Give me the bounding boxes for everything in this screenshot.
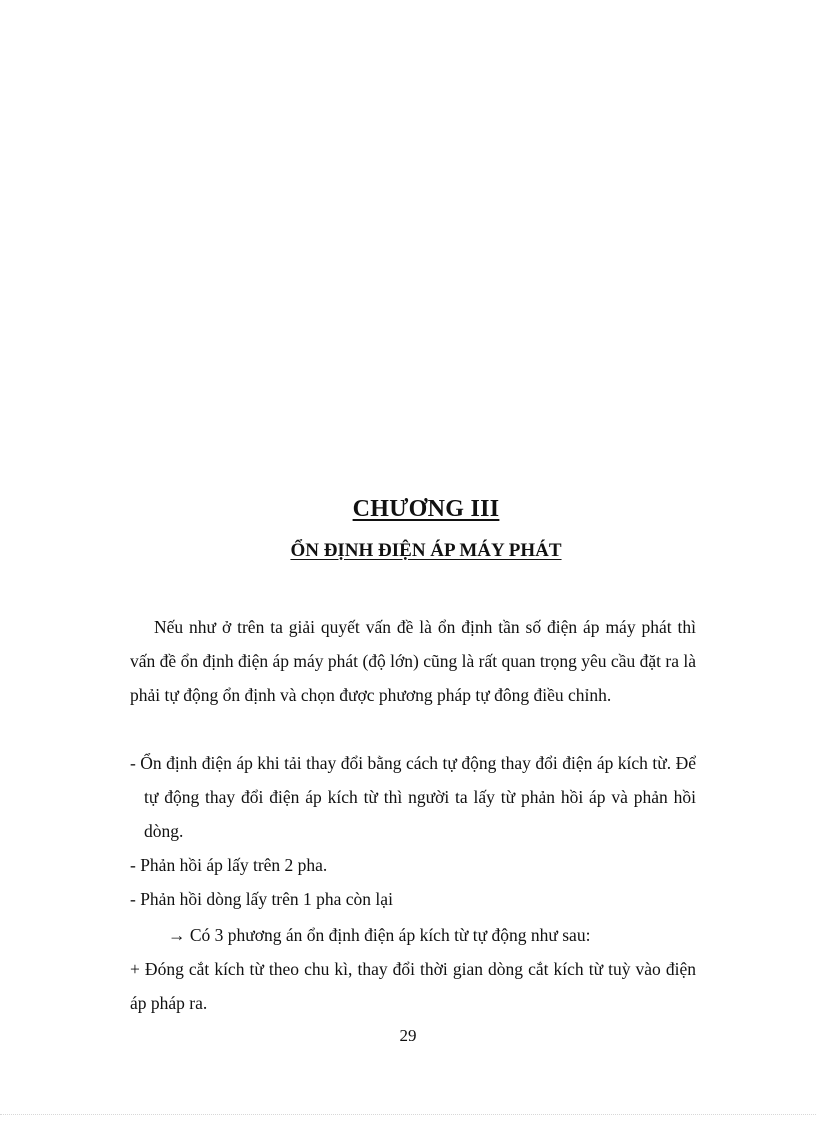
bullet-item-current-feedback: - Phản hồi dòng lấy trên 1 pha còn lại	[130, 889, 393, 909]
chapter-subtitle: ỔN ĐỊNH ĐIỆN ÁP MÁY PHÁT	[290, 540, 562, 561]
plus-item-switching: + Đóng cắt kích từ theo chu kì, thay đổi thời gian dòng cắt kích từ tuỳ vào điện áp pháp ra.	[130, 959, 696, 1013]
bullet-item-voltage-feedback: - Phản hồi áp lấy trên 2 pha.	[130, 855, 328, 875]
arrow-conclusion-line: → Có 3 phương án ổn định điện áp kích từ tự động như sau:	[168, 925, 591, 945]
bullet-item-excitation: - Ổn định điện áp khi tải thay đổi bằng cách tự động thay đổi điện áp kích từ. Để tự động thay đổi điện áp kích từ thì người ta lấy từ phản hồi áp và phản hồi dòng.	[130, 753, 696, 841]
intro-paragraph: Nếu như ở trên ta giải quyết vấn đề là ổn định tần số điện áp máy phát thì vấn đề ổn định điện áp máy phát (độ lớn) cũng là rất quan trọng yêu cầu đặt ra là phải tự động ổn định và chọn được phương pháp tự đông điều chỉnh.	[130, 617, 696, 705]
chapter-title: CHƯƠNG III	[352, 496, 500, 522]
page-number: 29	[399, 1026, 417, 1045]
page-bottom-divider	[0, 1114, 816, 1115]
